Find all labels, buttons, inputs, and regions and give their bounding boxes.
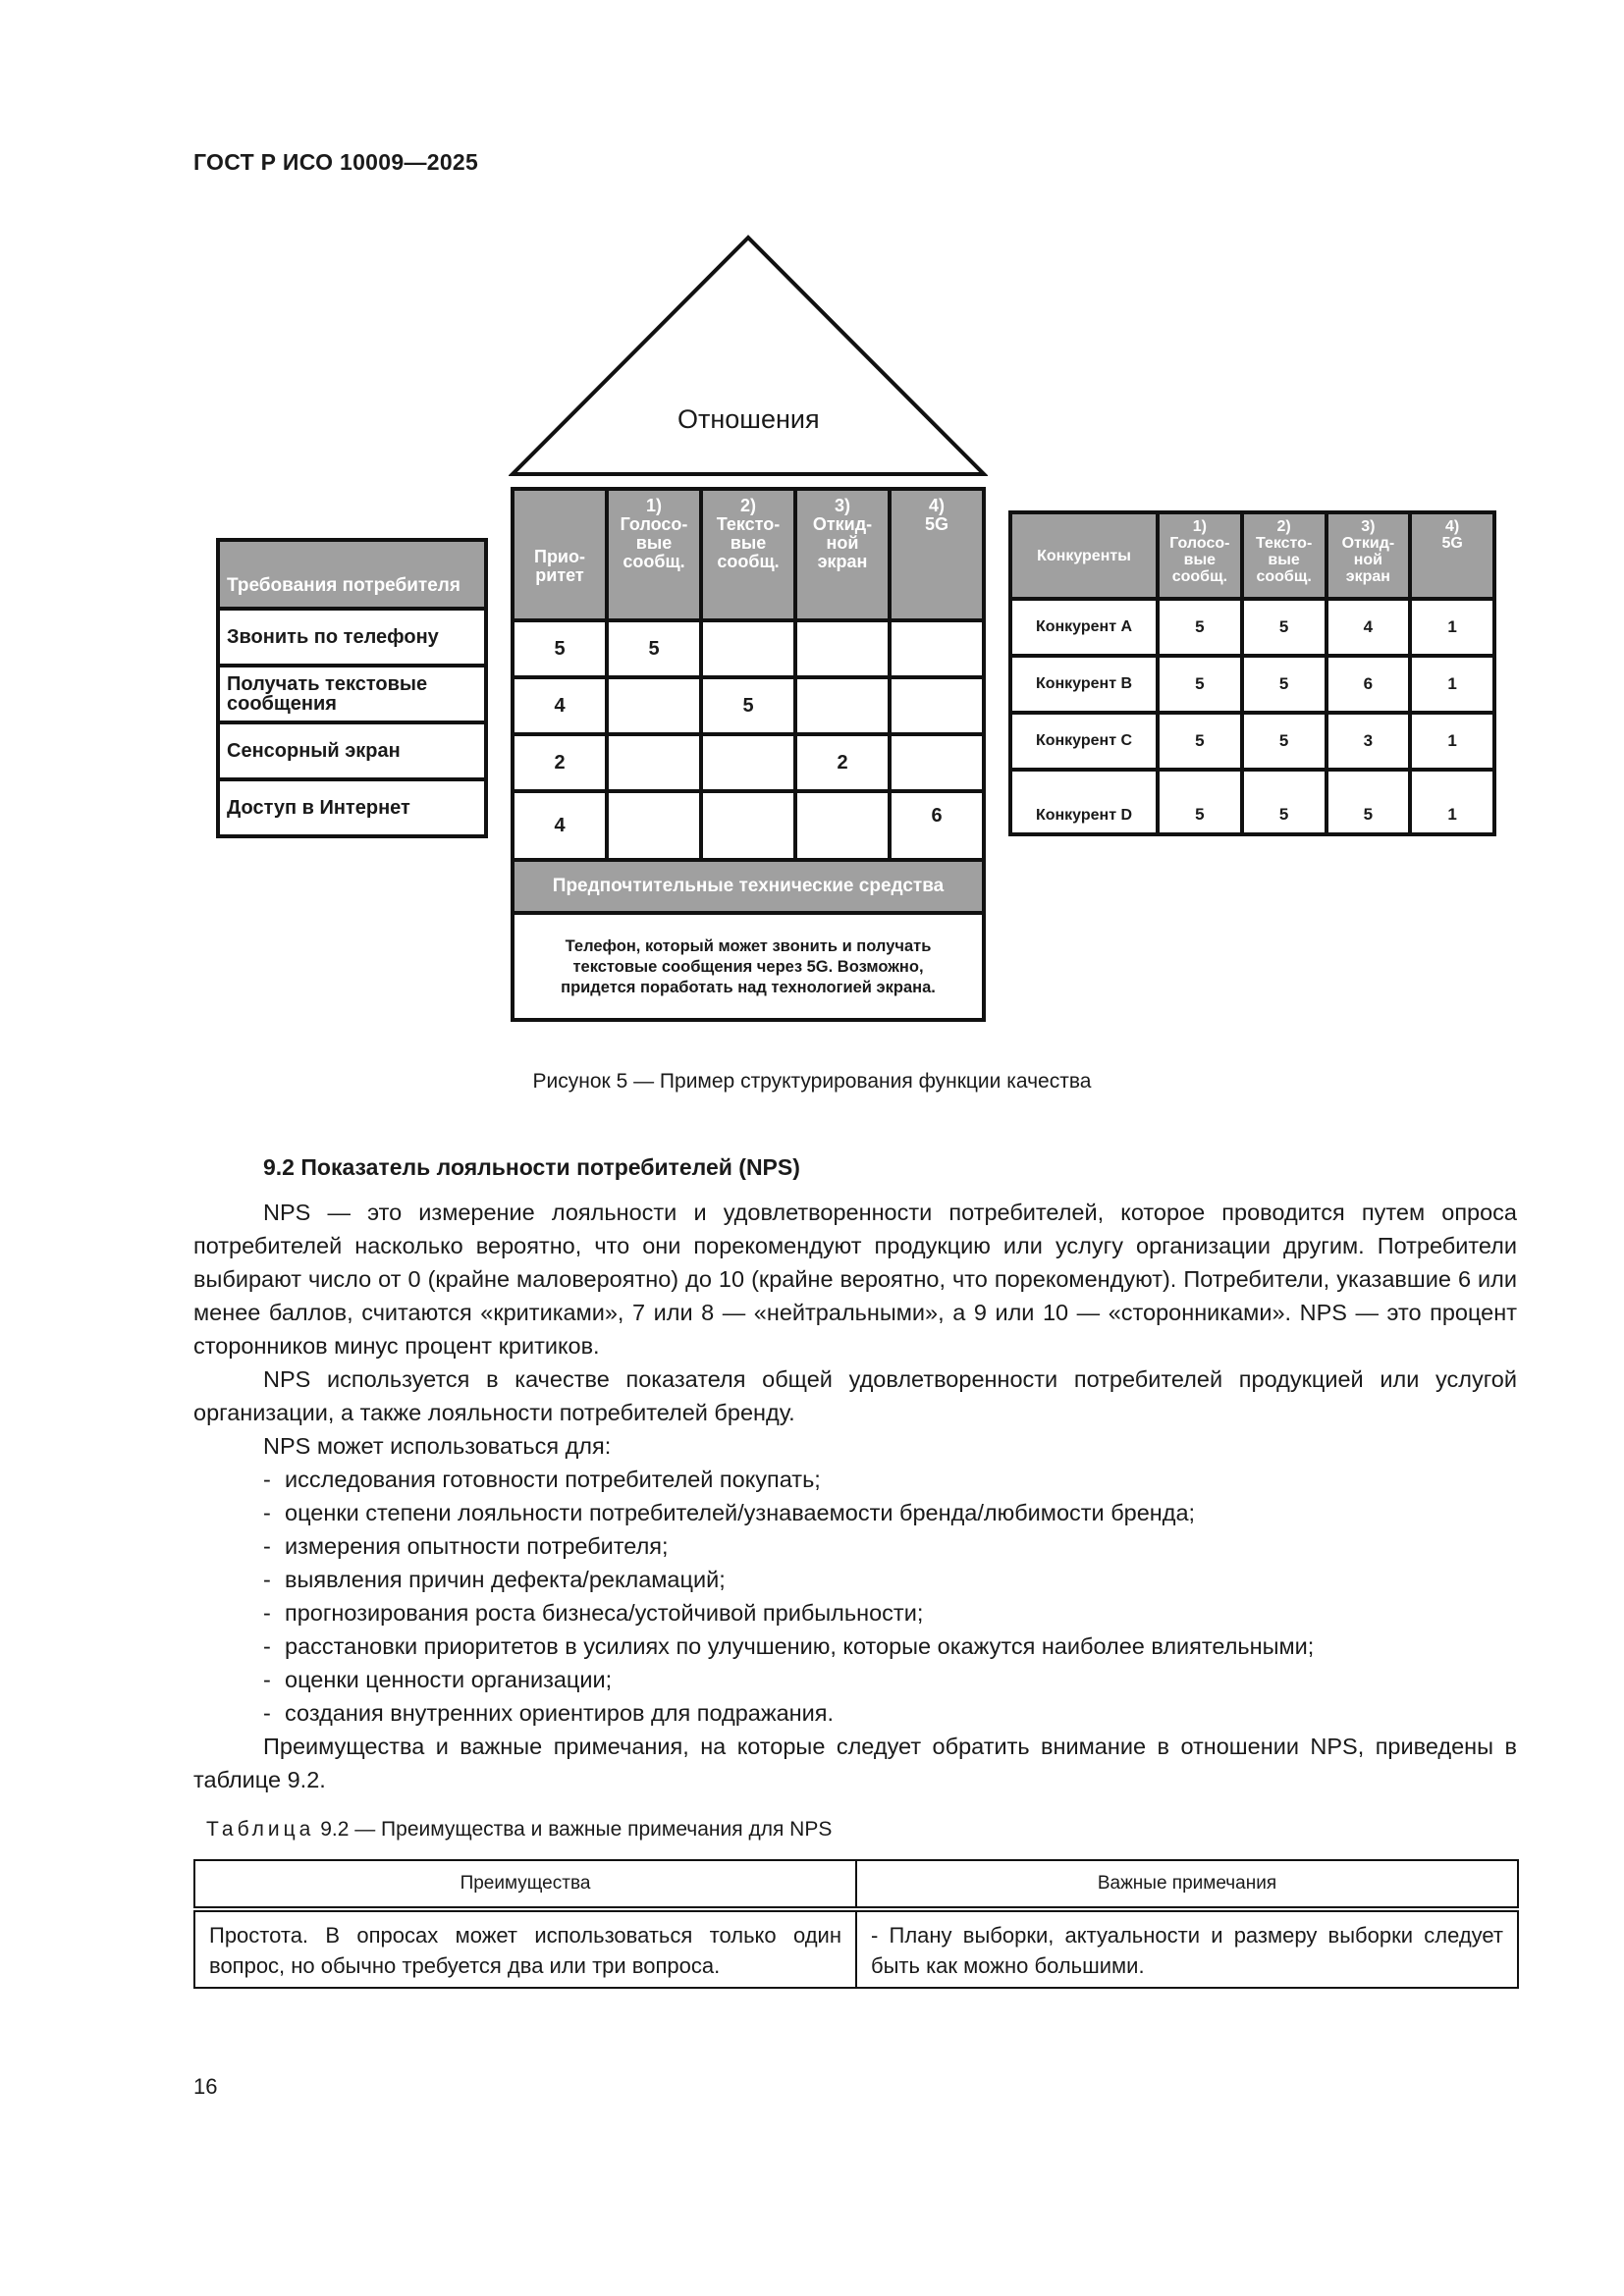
matrix-cell [701,620,795,677]
table-cell: Простота. В опросах может использоваться только один вопрос, но обычно требуется два или три вопроса. [194,1909,856,1988]
relationship-matrix [511,487,986,862]
competitor-row [1010,599,1494,656]
list-item: - расстановки приоритетов в усилиях по улучшению, которые окажутся наиболее влиятельными; [263,1633,1315,1659]
competitor-cell: 5 [1242,599,1326,656]
matrix-cell: 5 [701,677,795,734]
competitor-cell: 6 [1326,656,1411,713]
competitor-cell: 1 [1410,770,1494,834]
paragraph: Преимущества и важные примечания, на которые следует обратить внимание в отношении NPS, приведены в таблице 9.2. [193,1734,1517,1792]
feature-header-5g: 4) 5G [890,489,984,620]
competitors-header: Конкуренты [1010,512,1158,599]
column-header: Важные примечания [856,1860,1518,1909]
list-item: - исследования готовности потребителей покупать; [263,1467,821,1492]
feature-header-voice: 1) Голосо- вые сообщ. [607,489,701,620]
competitor-cell: 1 [1410,656,1494,713]
competitor-name: Конкурент A [1010,599,1158,656]
competitor-name: Конкурент D [1010,770,1158,834]
matrix-cell [890,620,984,677]
preferred-tech-header: Предпочтительные технические средства [514,862,982,915]
matrix-cell: 4 [513,791,607,860]
matrix-cell [701,734,795,791]
competitor-header-text: 2) Тексто- вые сообщ. [1242,512,1326,599]
matrix-cell: 5 [513,620,607,677]
requirement-row: Сенсорный экран [218,722,486,779]
feature-header-flip: 3) Откид- ной экран [795,489,890,620]
preferred-tech-box [511,858,986,1022]
list-item: - выявления причин дефекта/рекламаций; [263,1567,726,1592]
list-item: - создания внутренних ориентиров для подражания. [263,1700,835,1726]
matrix-cell [795,677,890,734]
roof-triangle [509,234,988,479]
page-number: 16 [193,2074,218,2099]
matrix-cell [795,620,890,677]
matrix-row [513,791,984,860]
competitor-cell: 5 [1326,770,1411,834]
figure-caption: Рисунок 5 — Пример структурирования функции качества [532,1070,1092,1093]
matrix-row [513,734,984,791]
competitor-cell: 5 [1242,770,1326,834]
competitor-name: Конкурент C [1010,713,1158,770]
document-header: ГОСТ Р ИСО 10009—2025 [193,149,479,175]
matrix-cell [795,791,890,860]
requirements-table [216,538,488,838]
competitor-cell: 5 [1158,599,1242,656]
competitor-cell: 4 [1326,599,1411,656]
matrix-cell [607,677,701,734]
paragraph: NPS может использоваться для: [263,1433,612,1459]
competitor-header-voice: 1) Голосо- вые сообщ. [1158,512,1242,599]
nps-table [193,1859,1519,1989]
list-item: - оценки степени лояльности потребителей/узнаваемости бренда/любимости бренда; [263,1500,1196,1525]
matrix-row [513,677,984,734]
competitor-cell: 1 [1410,713,1494,770]
competitor-cell: 5 [1158,656,1242,713]
competitor-row [1010,656,1494,713]
list-item: - измерения опытности потребителя; [263,1533,669,1559]
competitor-cell: 5 [1242,713,1326,770]
matrix-cell: 2 [513,734,607,791]
matrix-cell [890,677,984,734]
list-item: - прогнозирования роста бизнеса/устойчивой прибыльности; [263,1600,924,1626]
competitor-row [1010,713,1494,770]
competitor-header-flip: 3) Откид- ной экран [1326,512,1411,599]
competitors-table [1008,510,1496,836]
roof-label: Отношения [677,404,820,434]
matrix-cell [607,791,701,860]
competitor-header-5g: 4) 5G [1410,512,1494,599]
usage-list [193,1463,1517,1730]
competitor-cell: 1 [1410,599,1494,656]
matrix-cell: 5 [607,620,701,677]
matrix-cell: 4 [513,677,607,734]
section-title: 9.2 Показатель лояльности потребителей (NPS) [263,1154,800,1180]
paragraph: NPS — это измерение лояльности и удовлетворенности потребителей, которое проводится путем опроса потребителей насколько вероятно, что они порекомендуют продукцию или услугу организации другим. Потребители выбирают число от 0 (крайне маловероятно) до 10 (крайне вероятно, что порекомендуют). Потребители, указавшие 6 или менее баллов, считаются «критиками», 7 или 8 — «нейтральными», а 9 или 10 — «сторонниками». NPS — это процент сторонников минус процент критиков. [193,1200,1517,1359]
table-row [194,1909,1518,1988]
table-cell: - Плану выборки, актуальности и размеру выборки следует быть как можно большими. [856,1909,1518,1988]
matrix-cell [701,791,795,860]
paragraph: NPS используется в качестве показателя общей удовлетворенности потребителей продукцией или услугой организации, а также лояльности потребителей бренду. [193,1366,1517,1425]
table-caption: Таблица 9.2 — Преимущества и важные примечания для NPS [206,1818,833,1841]
feature-header-text: 2) Тексто- вые сообщ. [701,489,795,620]
priority-header: Прио- ритет [513,489,607,620]
requirement-row: Звонить по телефону [218,609,486,666]
matrix-cell [890,734,984,791]
competitor-cell: 5 [1242,656,1326,713]
competitor-cell: 5 [1158,770,1242,834]
requirement-row: Получать текстовые сообщения [218,666,486,722]
matrix-cell [607,734,701,791]
competitor-row [1010,770,1494,834]
requirements-header: Требования потребителя [218,540,486,609]
matrix-row [513,620,984,677]
matrix-cell: 6 [890,791,984,860]
competitor-cell: 5 [1158,713,1242,770]
competitor-name: Конкурент B [1010,656,1158,713]
preferred-tech-body: Телефон, который может звонить и получать текстовые сообщения через 5G. Возможно, придется поработать над технологией экрана. [514,915,982,1018]
column-header: Преимущества [194,1860,856,1909]
section-body [193,1196,1517,1796]
requirement-row: Доступ в Интернет [218,779,486,836]
list-item: - оценки ценности организации; [263,1667,613,1692]
matrix-cell: 2 [795,734,890,791]
competitor-cell: 3 [1326,713,1411,770]
